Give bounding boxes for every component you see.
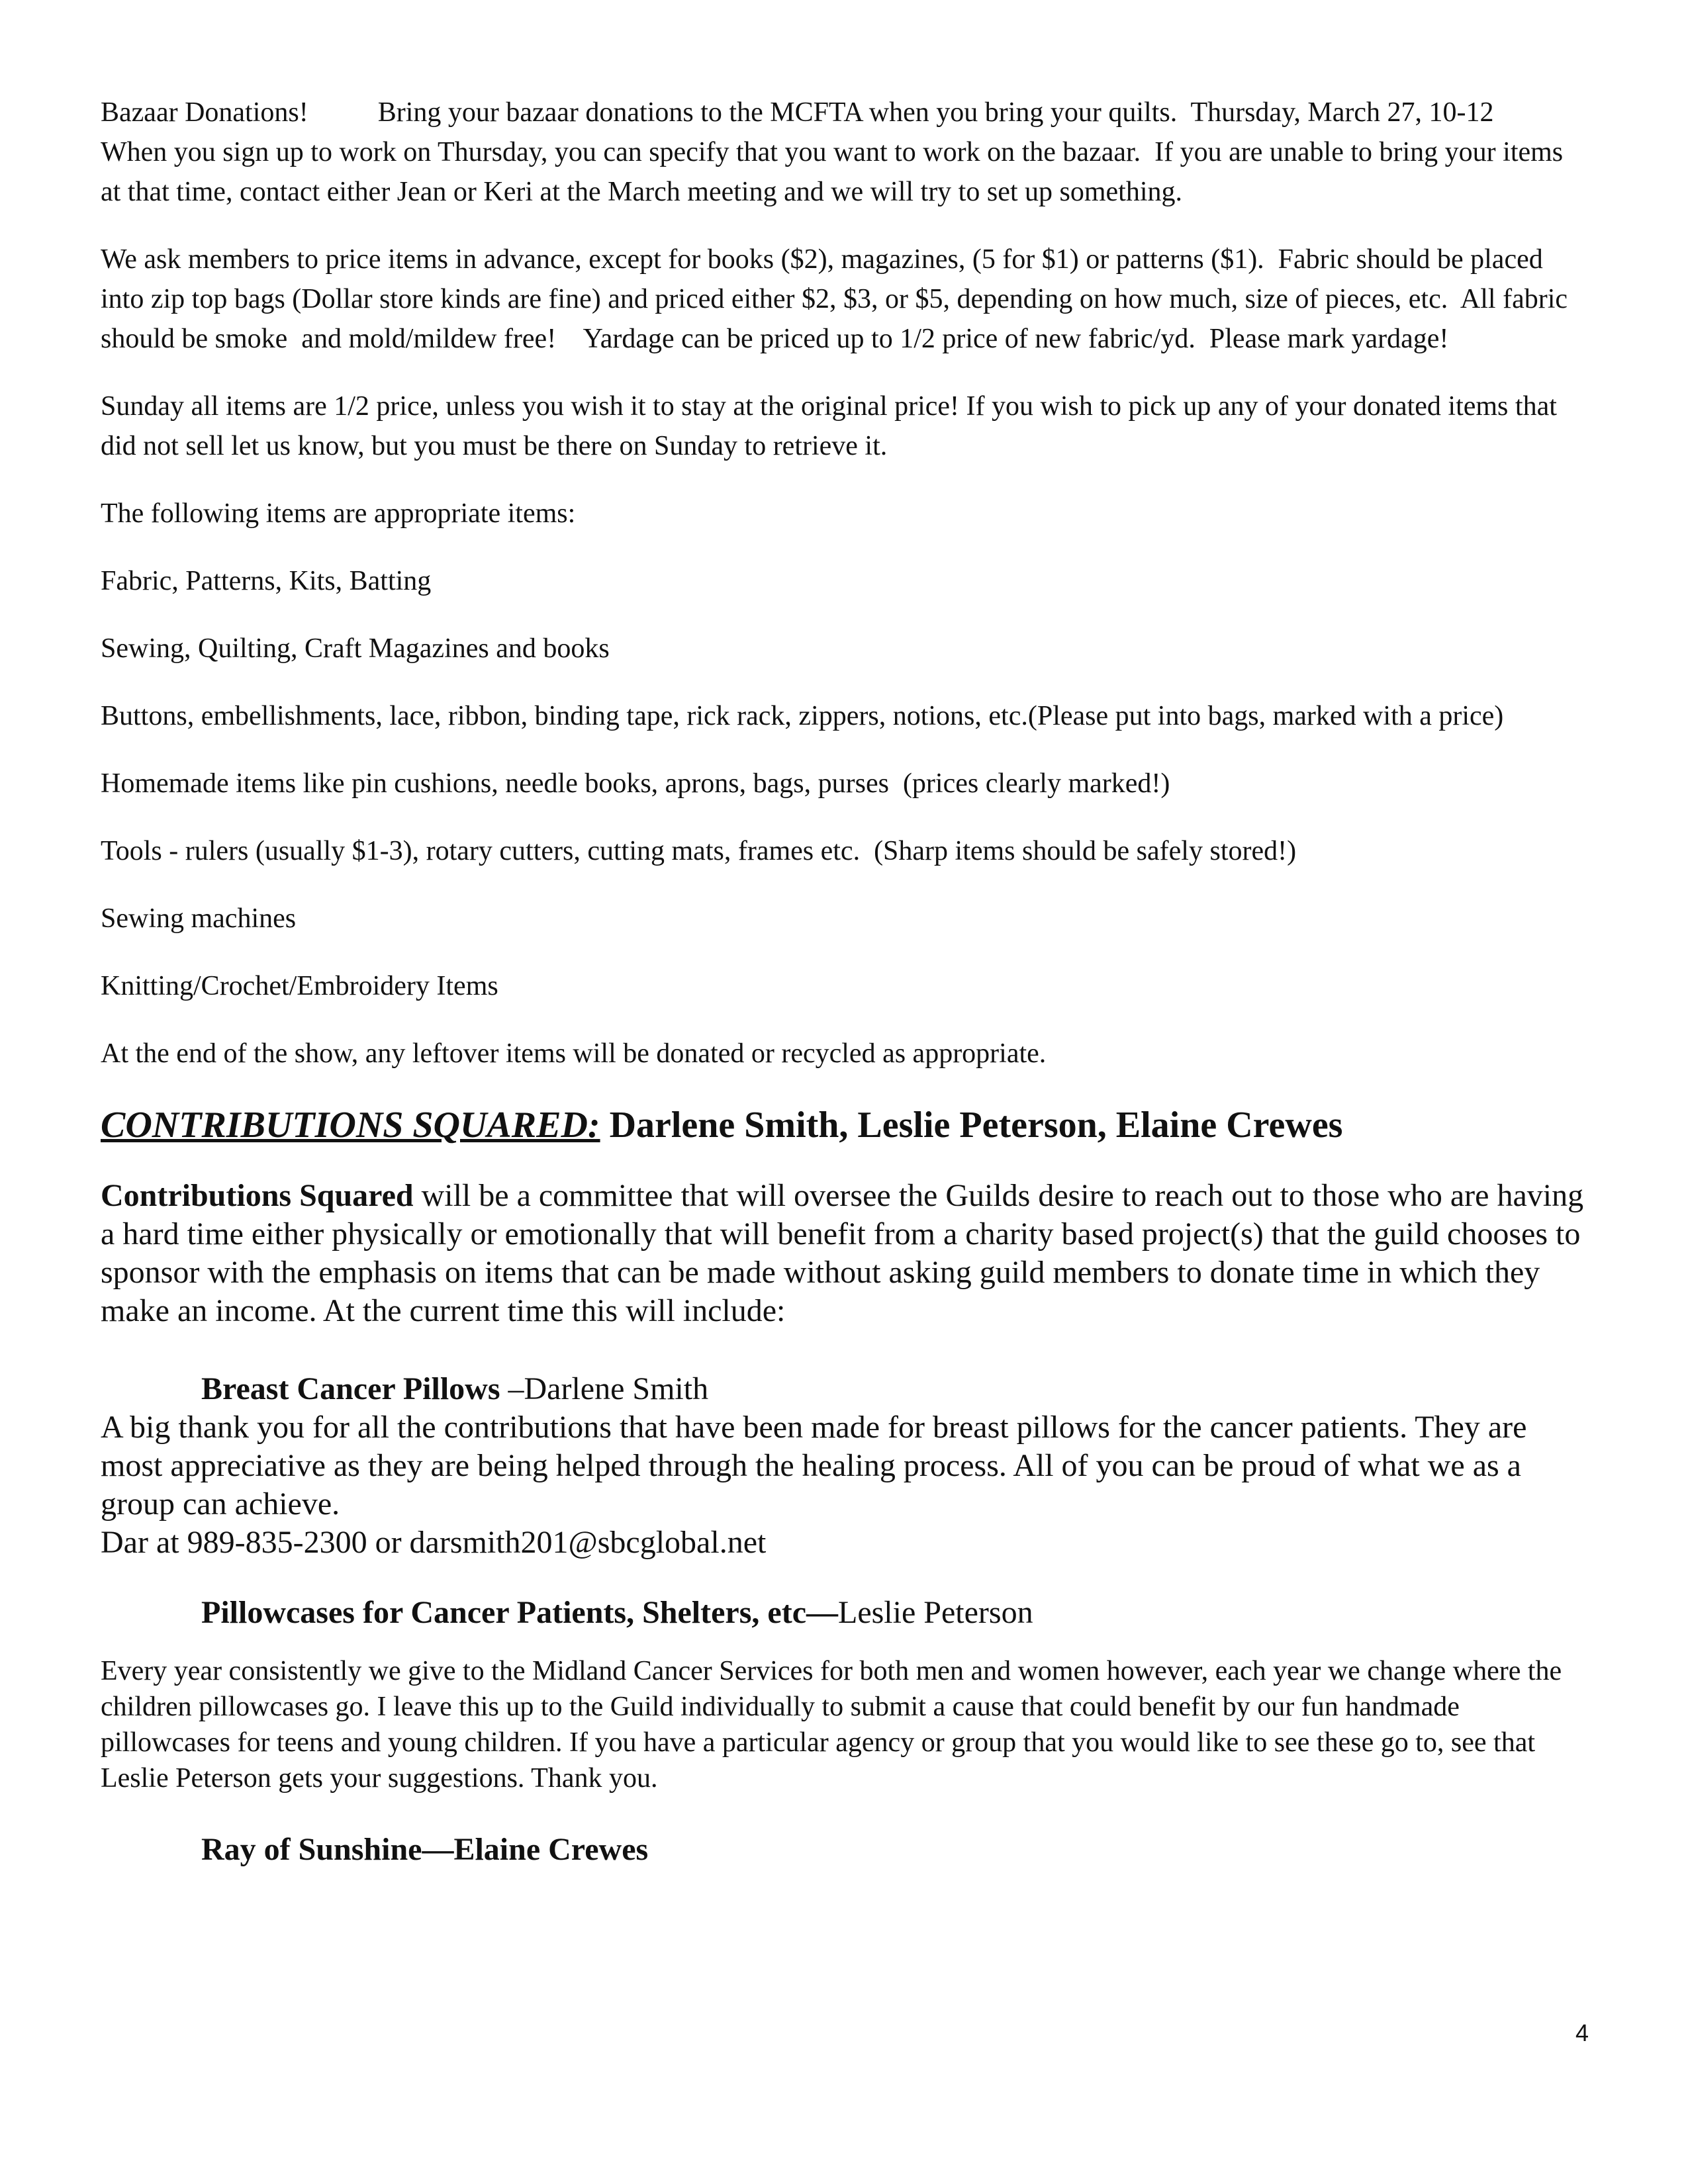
contributions-intro [101, 1177, 1587, 1330]
contributions-heading-names: Darlene Smith, Leslie Peterson, Elaine Crewes [600, 1105, 1343, 1146]
list-item: Knitting/Crochet/Embroidery Items [101, 971, 498, 1001]
contributions-intro-bold: Contributions Squared [101, 1178, 414, 1213]
list-item: Buttons, embellishments, lace, ribbon, binding tape, rick rack, zippers, notions, etc.(Please put into bags, marked with a price) [101, 701, 1504, 731]
sunday-price-paragraph: Sunday all items are 1/2 price, unless you wish it to stay at the original price! If you wish to pick up any of your donated items that did not sell let us know, but you must be there on Sunday to retrieve it. [101, 391, 1557, 461]
pricing-paragraph: We ask members to price items in advance, except for books ($2), magazines, (5 for $1) or patterns ($1). Fabric should be placed into zip top bags (Dollar store kinds are fine) and priced either $2, $3, or $5, depending on how much, size of pieces, etc. All fabric should be smoke and mold/mildew free! Yardage can be priced up to 1/2 price of new fabric/yd. Please mark yardage! [101, 244, 1575, 354]
sunshine-title: Ray of Sunshine—Elaine Crewes [201, 1832, 649, 1867]
page-number: 4 [1575, 2019, 1589, 2046]
breast-cancer-section [101, 1370, 1587, 1562]
breast-cancer-title: Breast Cancer Pillows [201, 1371, 500, 1406]
breast-cancer-heading [101, 1370, 1587, 1408]
pillowcases-section [101, 1594, 1587, 1796]
breast-cancer-body: A big thank you for all the contributions that have been made for breast pillows for the cancer patients. They are most appreciative as they are being helped through the healing process. All of you can be proud of what we as a group can achieve. [101, 1410, 1527, 1522]
pillowcases-heading [101, 1594, 1587, 1632]
contributions-heading [101, 1101, 1587, 1149]
list-item: Sewing machines [101, 903, 297, 934]
breast-cancer-lead: –Darlene Smith [500, 1371, 709, 1406]
appropriate-items-list [101, 561, 1587, 1006]
breast-cancer-contact: Dar at 989-835-2300 or darsmith201@sbcglobal.net [101, 1525, 767, 1560]
items-intro: The following items are appropriate items: [101, 498, 576, 529]
list-item: Fabric, Patterns, Kits, Batting [101, 566, 432, 596]
pillowcases-title: Pillowcases for Cancer Patients, Shelters, etc— [201, 1595, 838, 1630]
document-page [101, 93, 1587, 1869]
list-item: Tools - rulers (usually $1-3), rotary cutters, cutting mats, frames etc. (Sharp items should be safely stored!) [101, 836, 1297, 866]
contributions-intro-text: will be a committee that will oversee the Guilds desire to reach out to those who are having a hard time either physically or emotionally that will benefit from a charity based project(s) that the guild chooses to sponsor with the emphasis on items that can be made without asking guild members to donate time in which they make an income. At the current time this will include: [101, 1178, 1584, 1328]
closing-paragraph: At the end of the show, any leftover items will be donated or recycled as appropriate. [101, 1038, 1047, 1069]
bazaar-donations-paragraph: Bazaar Donations! Bring your bazaar donations to the MCFTA when you bring your quilts. Thursday, March 27, 10-12 When you sign up to work on Thursday, you can specify that you want to work on the bazaar. If you are unable to bring your items at that time, contact either Jean or Keri at the March meeting and we will try to set up something. [101, 97, 1570, 207]
contributions-heading-label: CONTRIBUTIONS SQUARED: [101, 1105, 600, 1146]
pillowcases-body: Every year consistently we give to the Midland Cancer Services for both men and women however, each year we change where the children pillowcases go. I leave this up to the Guild individually to submit a cause that could benefit by our fun handmade pillowcases for teens and young children. If you have a particular agency or group that you would like to see these go to, see that Leslie Peterson gets your suggestions. Thank you. [101, 1656, 1562, 1794]
pillowcases-lead: Leslie Peterson [838, 1595, 1033, 1630]
list-item: Homemade items like pin cushions, needle books, aprons, bags, purses (prices clearly marked!) [101, 768, 1170, 799]
sunshine-heading [101, 1831, 1587, 1869]
list-item: Sewing, Quilting, Craft Magazines and books [101, 633, 610, 664]
